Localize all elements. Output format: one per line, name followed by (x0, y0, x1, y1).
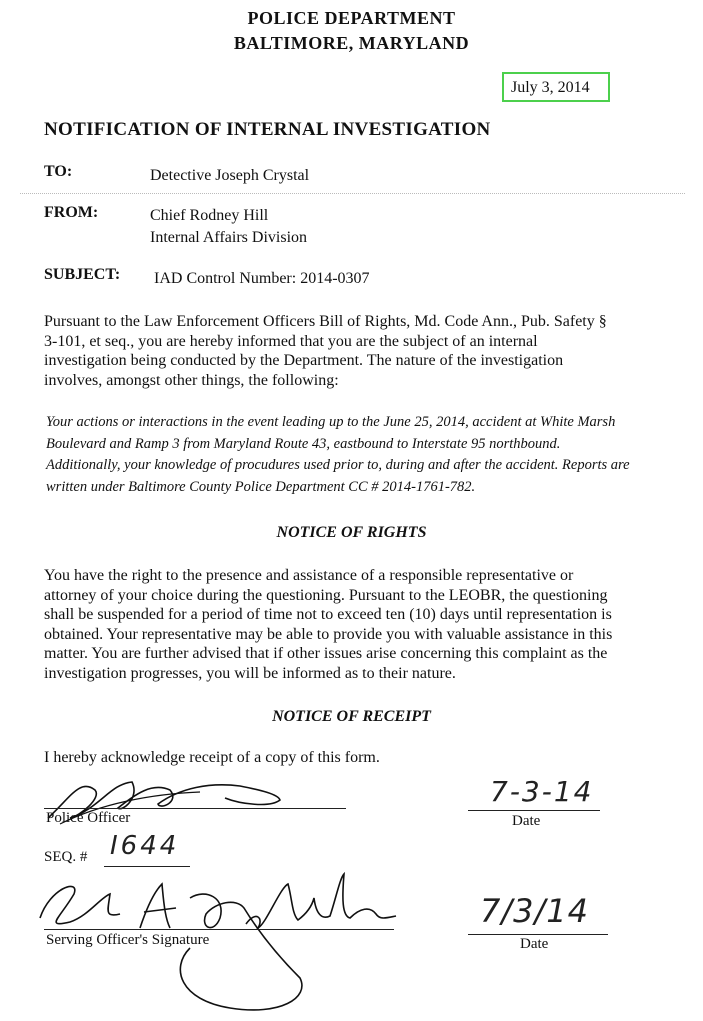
rights-line: attorney of your choice during the questioning. Pursuant to the LEOBR, the questioning (44, 586, 608, 604)
intro-line: investigation being conducted by the Department. The nature of the investigation (44, 352, 564, 369)
nature-line: Additionally, your knowledge of procudures used prior to, during and after the accident. Reports are (46, 457, 630, 473)
officer-date-label: Date (512, 813, 541, 829)
rights-line: matter. You are further advised that if other issues arise concerning this complaint as the (44, 645, 608, 662)
nature-line: Your actions or interactions in the event leading up to the June 25, 2014, accident at White Marsh (46, 414, 616, 430)
rights-line: obtained. Your representative may be able to provide you with valuable assistance in this (44, 625, 613, 643)
investigation-nature (46, 412, 686, 498)
rights-paragraph (44, 566, 684, 683)
officer-date-line (468, 810, 600, 811)
from-name: Chief Rodney Hill (150, 207, 269, 224)
serving-signature-line (44, 929, 394, 930)
officer-date-handwritten: 7-3-14 (490, 775, 594, 808)
intro-line: Pursuant to the Law Enforcement Officers Bill of Rights, Md. Code Ann., Pub. Safety § (44, 313, 607, 330)
receipt-heading: NOTICE OF RECEIPT (272, 708, 431, 725)
department-name: POLICE DEPARTMENT (247, 8, 456, 28)
receipt-text: I hereby acknowledge receipt of a copy of this form. (44, 749, 380, 766)
serving-date-line (468, 934, 608, 935)
intro-line: 3-101, et seq., you are hereby informed that you are the subject of an internal (44, 332, 538, 350)
officer-signature-line (44, 808, 346, 809)
officer-label: Police Officer (46, 810, 131, 826)
to-label: TO: (44, 163, 73, 180)
seq-label: SEQ. # (44, 849, 88, 865)
nature-line: written under Baltimore County Police Department CC # 2014-1761-782. (46, 478, 476, 495)
from-label: FROM: (44, 204, 99, 221)
from-division: Internal Affairs Division (150, 229, 308, 246)
document-date: July 3, 2014 (511, 79, 590, 96)
divider (20, 193, 685, 194)
document-title: NOTIFICATION OF INTERNAL INVESTIGATION (44, 119, 491, 140)
intro-line: involves, amongst other things, the following: (44, 371, 339, 389)
subject-value: IAD Control Number: 2014-0307 (154, 270, 370, 287)
rights-line: shall be suspended for a period of time not to exceed ten (10) days until representation is (44, 606, 612, 623)
serving-date-handwritten: 7/3/14 (480, 892, 589, 930)
serving-signature-label: Serving Officer's Signature (46, 932, 210, 948)
rights-heading: NOTICE OF RIGHTS (276, 524, 427, 541)
to-value: Detective Joseph Crystal (150, 167, 310, 184)
rights-line: You have the right to the presence and assistance of a responsible representative or (44, 567, 574, 584)
rights-line: investigation progresses, you will be informed as to their nature. (44, 664, 456, 682)
intro-paragraph (44, 312, 684, 390)
seq-handwritten: I644 (110, 831, 180, 861)
department-location: BALTIMORE, MARYLAND (233, 33, 470, 53)
subject-label: SUBJECT: (44, 266, 121, 283)
nature-line: Boulevard and Ramp 3 from Maryland Route 43, eastbound to Interstate 95 northbound. (46, 435, 561, 452)
serving-date-label: Date (520, 936, 549, 952)
